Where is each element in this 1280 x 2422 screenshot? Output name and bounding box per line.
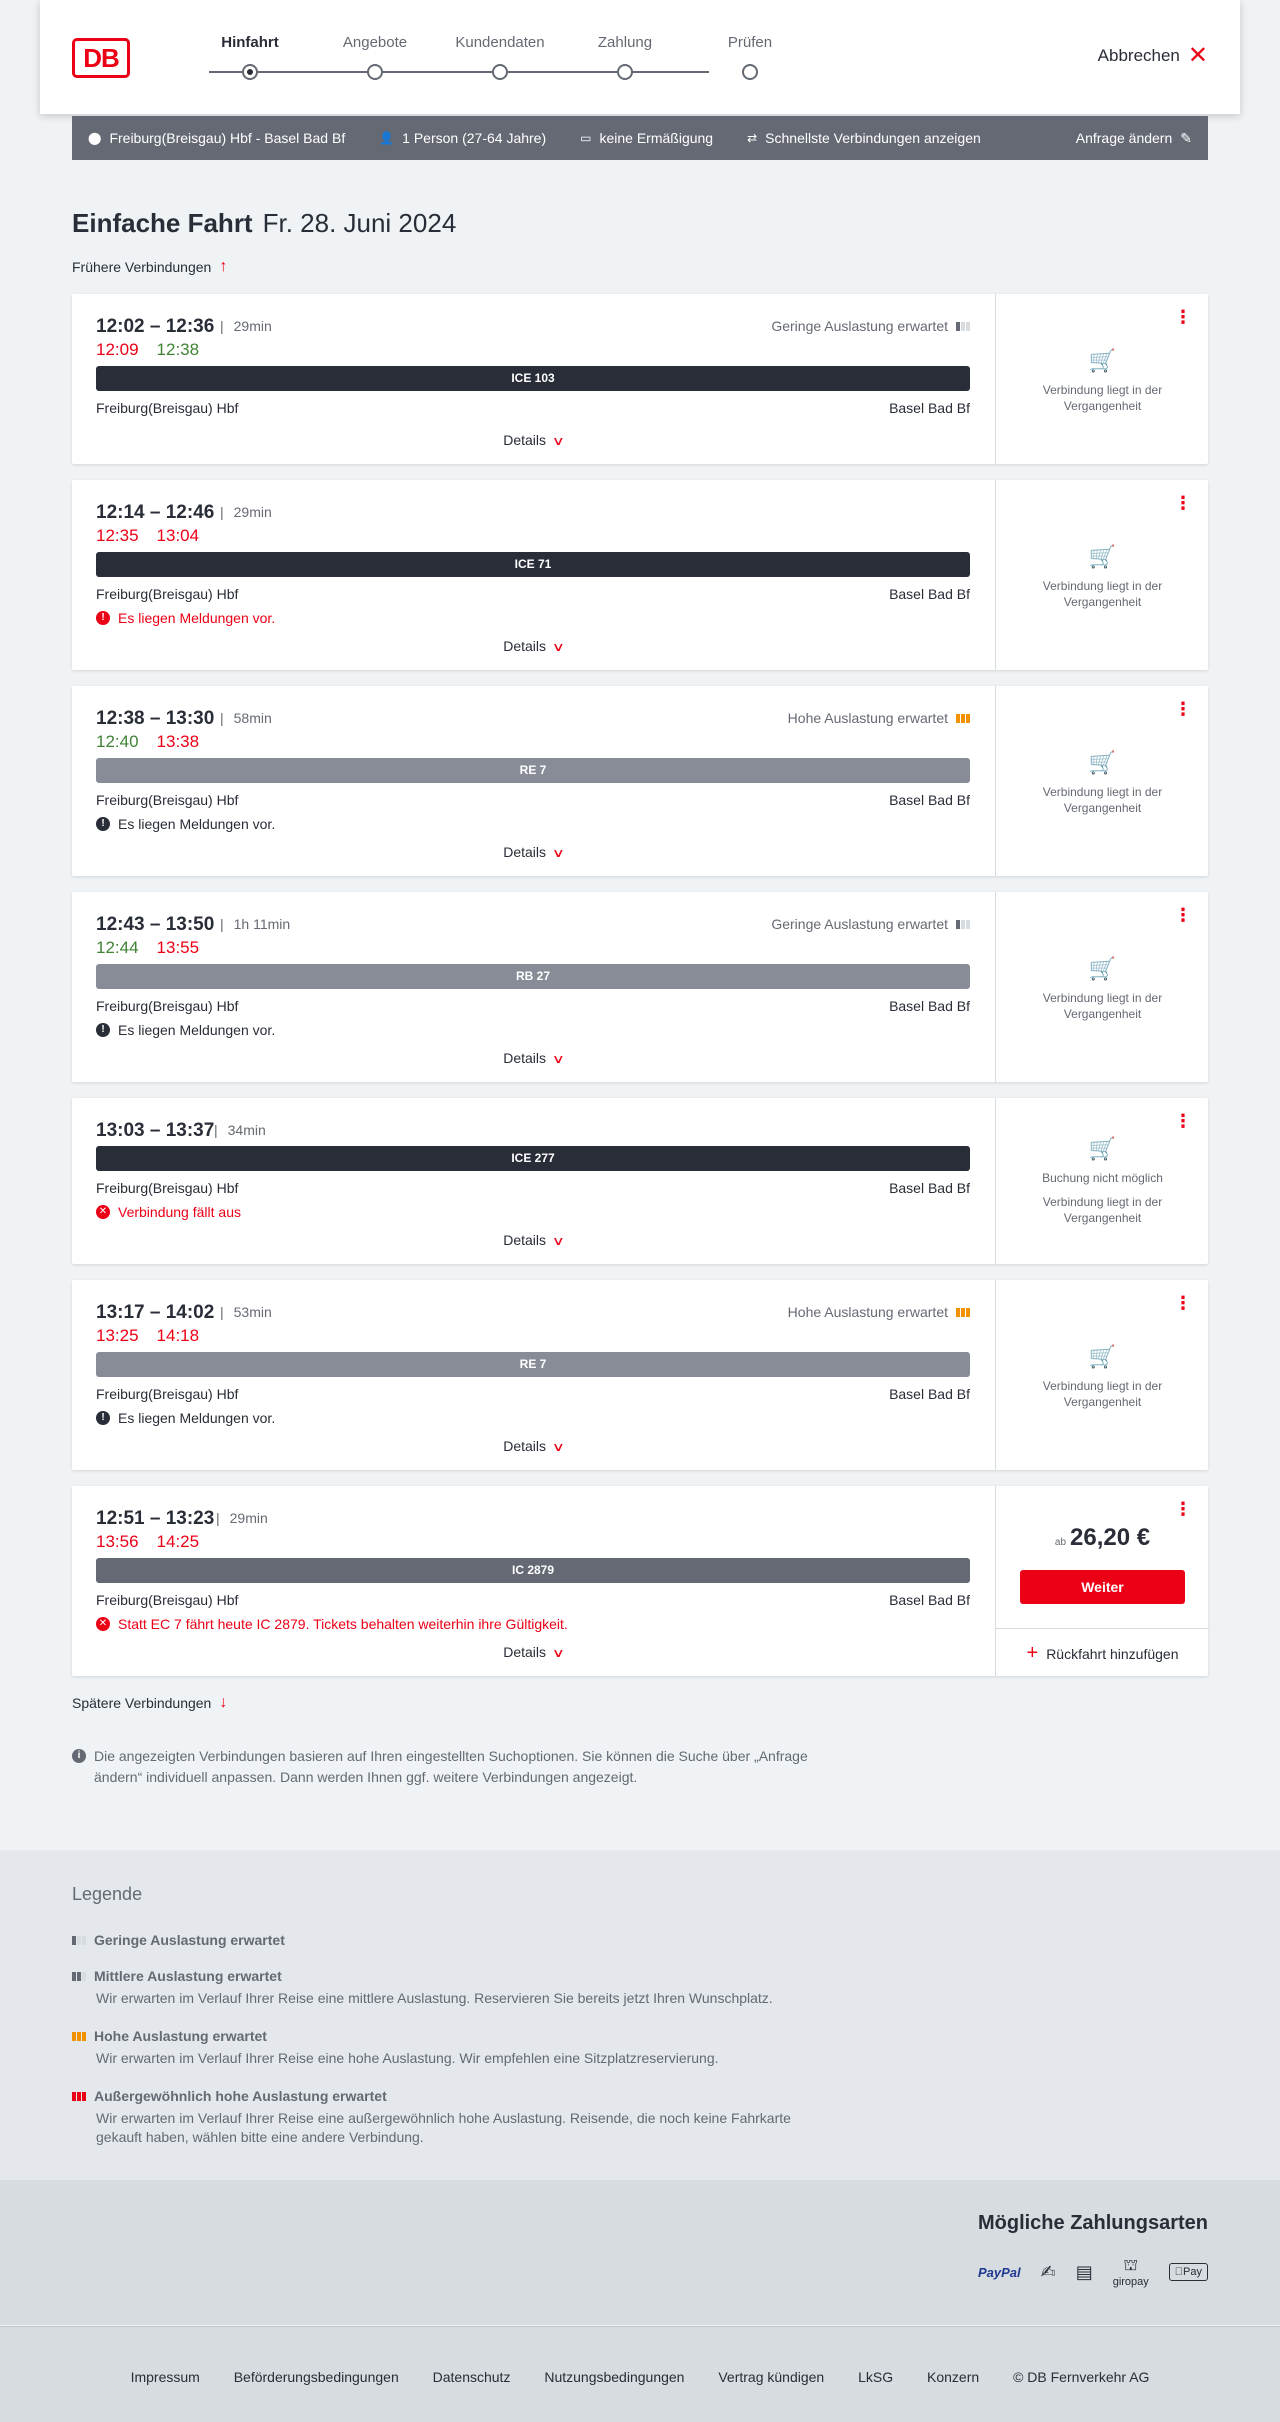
realtime-departure: 13:56 [96, 1532, 139, 1551]
offer-panel [995, 1486, 1208, 1676]
scheduled-times: 12:43 – 13:50 [96, 914, 215, 935]
connection-card[interactable] [72, 686, 1208, 876]
chevron-down-icon: ∨ [551, 1440, 565, 1454]
legend-item [72, 1932, 872, 1948]
connection-card[interactable] [72, 294, 1208, 464]
step-hinfahrt[interactable] [190, 34, 310, 56]
applepay-label: Pay [1183, 2266, 1202, 2278]
payment-methods [0, 2180, 1280, 2325]
close-icon: ✕ [1187, 42, 1208, 69]
step-label: Hinfahrt [221, 34, 279, 51]
realtime-departure: 12:44 [96, 938, 139, 957]
connection-main [96, 1098, 970, 1264]
giropay-icon: ⛫ [1123, 2257, 1139, 2274]
details-toggle[interactable] [96, 1438, 970, 1454]
arrow-up-icon: ↑ [219, 258, 228, 275]
duration: | 58min [220, 710, 272, 726]
connection-main [96, 1280, 970, 1470]
chevron-down-icon: ∨ [551, 434, 565, 448]
realtime-arrival: 14:25 [156, 1532, 200, 1551]
legend-item [72, 2028, 872, 2068]
applepay-logo [1169, 2263, 1208, 2281]
step-label: Kundendaten [455, 34, 545, 51]
realtime-arrival: 13:38 [156, 732, 200, 751]
realtime-arrival: 14:18 [156, 1326, 200, 1345]
connection-main [96, 1486, 970, 1676]
realtime-arrival: 13:04 [156, 526, 200, 545]
realtime-times [96, 1326, 217, 1346]
realtime-departure: 12:09 [96, 340, 139, 359]
alert-icon: ! [96, 817, 110, 831]
footer-copyright: © DB Fernverkehr AG [1013, 2369, 1150, 2385]
bahncard-icon: ▭ [580, 131, 592, 145]
edit-label: Anfrage ändern [1075, 130, 1173, 146]
connection-card[interactable] [72, 892, 1208, 1082]
duration: | 1h 11min [220, 916, 290, 932]
destination-station: Basel Bad Bf [889, 998, 970, 1014]
cart-icon: 🛒 [1088, 956, 1117, 981]
duration: | 29min [216, 1510, 268, 1526]
stations [96, 400, 970, 416]
medium-load-icon [72, 1972, 86, 1981]
footer-link-vertrag-kuendigen[interactable]: Vertrag kündigen [718, 2369, 825, 2385]
step-angebote[interactable] [315, 34, 435, 56]
stations [96, 1592, 970, 1608]
footer [0, 2326, 1280, 2422]
earlier-label: Frühere Verbindungen [72, 259, 212, 275]
cart-text: Verbindung liegt in der Vergangenheit [1042, 1379, 1163, 1409]
destination-station: Basel Bad Bf [889, 1180, 970, 1196]
cart-status [996, 1136, 1209, 1226]
message [96, 610, 275, 626]
legend [0, 1850, 1280, 2180]
realtime-times [96, 732, 217, 752]
scheduled-times: 12:38 – 13:30 [96, 708, 215, 729]
realtime-times [96, 1532, 217, 1552]
cart-status [996, 956, 1209, 1022]
legend-item [72, 1968, 872, 2008]
cancelled-icon: ✕ [96, 1617, 110, 1631]
return-label: Rückfahrt hinzufügen [1046, 1645, 1179, 1662]
realtime-times [96, 938, 217, 958]
cart-icon: 🛒 [1088, 750, 1117, 775]
origin-station: Freiburg(Breisgau) Hbf [96, 586, 239, 602]
legend-item-title: Außergewöhnlich hohe Auslastung erwartet [94, 2088, 387, 2104]
load-text: Geringe Auslastung erwartet [771, 916, 948, 932]
info-note [72, 1746, 852, 1788]
train-bar[interactable]: RB 27 [96, 964, 970, 989]
load-indicator [771, 318, 970, 334]
duration: | 34min [214, 1122, 266, 1138]
load-text: Hohe Auslastung erwartet [787, 1304, 948, 1320]
load-indicator [788, 710, 970, 726]
connection-card[interactable] [72, 480, 1208, 670]
high-load-icon [956, 714, 970, 723]
legend-item [72, 2088, 872, 2147]
train-bar[interactable]: RE 7 [96, 1352, 970, 1377]
connection-main [96, 892, 970, 1082]
low-load-icon [72, 1936, 86, 1945]
alert-icon: ! [96, 1023, 110, 1037]
person-icon: 👤 [379, 131, 395, 145]
sepa-icon: ▤ [1075, 2261, 1093, 2282]
cart-icon: 🛒 [1088, 1344, 1117, 1369]
origin-station: Freiburg(Breisgau) Hbf [96, 1386, 239, 1402]
offer-panel [995, 1280, 1208, 1470]
persons-summary [379, 130, 546, 146]
realtime-departure: 12:40 [96, 732, 139, 751]
scheduled-times: 12:02 – 12:36 [96, 316, 215, 337]
connection-main [96, 480, 970, 670]
stations [96, 792, 970, 808]
offer-panel [995, 892, 1208, 1082]
more-options-icon[interactable]: ⋮ [1174, 1499, 1192, 1519]
trip-date: Fr. 28. Juni 2024 [262, 208, 457, 238]
cancel-label: Abbrechen [1097, 46, 1180, 65]
persons-text: 1 Person (27-64 Jahre) [402, 130, 547, 146]
details-label: Details [503, 1438, 546, 1454]
legend-item-title: Geringe Auslastung erwartet [94, 1932, 285, 1948]
step-line [209, 71, 709, 73]
chevron-down-icon: ∨ [551, 640, 565, 654]
message-text: Statt EC 7 fährt heute IC 2879. Tickets behalten weiterhin ihre Gültigkeit. [118, 1616, 568, 1632]
cart-icon: 🛒 [1088, 1136, 1117, 1161]
message-text: Es liegen Meldungen vor. [118, 610, 276, 626]
train-bar[interactable]: ICE 103 [96, 366, 970, 391]
creditcard-icon: ✍ [1040, 2261, 1056, 2282]
details-label: Details [503, 844, 546, 860]
details-toggle[interactable] [96, 432, 970, 448]
message [96, 1410, 275, 1426]
origin-station: Freiburg(Breisgau) Hbf [96, 400, 239, 416]
edit-request-button[interactable] [1076, 130, 1192, 147]
search-summary-bar [72, 116, 1208, 160]
realtime-departure: 12:35 [96, 526, 139, 545]
origin-station: Freiburg(Breisgau) Hbf [96, 998, 239, 1014]
cart-text: Verbindung liegt in der Vergangenheit [1042, 579, 1163, 609]
cancel-button[interactable] [1097, 42, 1208, 69]
price-value: 26,20 € [1070, 1524, 1151, 1551]
connection-card[interactable] [72, 1280, 1208, 1470]
destination-station: Basel Bad Bf [889, 792, 970, 808]
footer-link-konzern[interactable]: Konzern [927, 2369, 980, 2385]
logo-text: DB [83, 43, 119, 73]
origin-station: Freiburg(Breisgau) Hbf [96, 792, 239, 808]
more-options-icon[interactable]: ⋮ [1174, 1293, 1192, 1313]
load-indicator [788, 1304, 970, 1320]
step-dot [367, 64, 383, 80]
scheduled-times: 12:14 – 12:46 [96, 502, 215, 523]
message [96, 1022, 275, 1038]
load-text: Hohe Auslastung erwartet [787, 710, 948, 726]
paypal-logo: PayPal [977, 2264, 1021, 2280]
discount-summary [580, 130, 713, 146]
realtime-arrival: 13:55 [156, 938, 200, 957]
train-bar[interactable]: ICE 277 [96, 1146, 970, 1171]
details-label: Details [503, 638, 546, 654]
offer-panel [995, 1098, 1208, 1264]
cart-icon: 🛒 [1088, 544, 1117, 569]
cart-text: Verbindung liegt in der Vergangenheit [1042, 1195, 1163, 1225]
details-label: Details [503, 1644, 546, 1660]
offer-panel [995, 686, 1208, 876]
very-high-load-icon [72, 2092, 86, 2101]
details-toggle[interactable] [96, 844, 970, 860]
details-label: Details [503, 1050, 546, 1066]
trip-type: Einfache Fahrt [72, 208, 253, 238]
step-dot [242, 64, 258, 80]
more-options-icon[interactable]: ⋮ [1174, 307, 1192, 327]
progress-steps [160, 34, 773, 84]
duration: | 29min [220, 318, 272, 334]
cart-text: Verbindung liegt in der Vergangenheit [1042, 991, 1163, 1021]
payment-list [978, 2256, 1208, 2288]
destination-station: Basel Bad Bf [889, 400, 970, 416]
cart-text: Verbindung liegt in der Vergangenheit [1042, 383, 1163, 413]
origin-station: Freiburg(Breisgau) Hbf [96, 1180, 239, 1196]
scheduled-times: 12:51 – 13:23 [96, 1508, 215, 1529]
alert-icon: ! [96, 1411, 110, 1425]
location-pin-icon: ⬤ [88, 131, 102, 145]
stations [96, 1386, 970, 1402]
legend-item-desc: Wir erwarten im Verlauf Ihrer Reise eine hohe Auslastung. Wir empfehlen eine Sitzplatzreservierung. [96, 2050, 719, 2066]
train-bar[interactable]: RE 7 [96, 758, 970, 783]
cart-status [996, 1344, 1209, 1410]
cart-status [996, 750, 1209, 816]
message-text: Es liegen Meldungen vor. [118, 816, 276, 832]
realtime-departure: 13:25 [96, 1326, 139, 1345]
footer-links [0, 2369, 1280, 2385]
more-options-icon[interactable]: ⋮ [1174, 493, 1192, 513]
message [96, 1204, 241, 1220]
details-toggle[interactable] [96, 1644, 970, 1660]
footer-link-impressum[interactable]: Impressum [130, 2369, 200, 2385]
origin-station: Freiburg(Breisgau) Hbf [96, 1592, 239, 1608]
scheduled-times: 13:17 – 14:02 [96, 1302, 215, 1323]
arrow-down-icon: ↓ [219, 1694, 228, 1711]
load-indicator [771, 916, 970, 932]
more-options-icon[interactable]: ⋮ [1174, 699, 1192, 719]
cart-status [996, 348, 1209, 414]
connection-main [96, 294, 970, 464]
route-summary [88, 130, 345, 146]
add-return-button[interactable] [996, 1628, 1209, 1678]
step-dot [492, 64, 508, 80]
alert-icon: ! [96, 611, 110, 625]
load-text: Geringe Auslastung erwartet [771, 318, 948, 334]
step-pruefen[interactable] [690, 34, 810, 56]
step-dot [742, 64, 758, 80]
legend-item-desc: Wir erwarten im Verlauf Ihrer Reise eine mittlere Auslastung. Reservieren Sie bereits jetzt Ihren Wunschplatz. [96, 1990, 773, 2006]
more-options-icon[interactable]: ⋮ [1174, 1111, 1192, 1131]
realtime-times [96, 340, 217, 360]
legend-item-title: Mittlere Auslastung erwartet [94, 1968, 282, 1984]
train-bar[interactable]: ICE 71 [96, 552, 970, 577]
train-bar[interactable]: IC 2879 [96, 1558, 970, 1583]
earlier-connections-link[interactable] [72, 258, 227, 276]
footer-link-nutzungsbedingungen[interactable]: Nutzungsbedingungen [544, 2369, 685, 2385]
fastest-text: Schnellste Verbindungen anzeigen [765, 130, 981, 146]
message-text: Es liegen Meldungen vor. [118, 1410, 276, 1426]
low-load-icon [956, 920, 970, 929]
pencil-icon: ✎ [1180, 129, 1192, 146]
step-dot [617, 64, 633, 80]
chevron-down-icon: ∨ [551, 1052, 565, 1066]
realtime-times [96, 526, 217, 546]
message-text: Verbindung fällt aus [118, 1204, 241, 1220]
destination-station: Basel Bad Bf [889, 586, 970, 602]
details-label: Details [503, 1232, 546, 1248]
info-text: Die angezeigten Verbindungen basieren auf Ihren eingestellten Suchoptionen. Sie können die Suche über „Anfrage ändern“ individuell anpassen. Dann werden Ihnen ggf. weitere Verbindungen angezeigt. [94, 1748, 808, 1785]
cancelled-icon: ✕ [96, 1205, 110, 1219]
footer-link-befoerderungsbedingungen[interactable]: Beförderungsbedingungen [233, 2369, 399, 2385]
destination-station: Basel Bad Bf [889, 1386, 970, 1402]
fastest-summary [747, 130, 981, 146]
price [996, 1524, 1209, 1552]
step-label: Prüfen [727, 34, 773, 51]
step-zahlung[interactable] [565, 34, 685, 56]
high-load-icon [956, 1308, 970, 1317]
db-logo[interactable] [72, 38, 130, 78]
header [40, 0, 1240, 114]
duration: | 53min [220, 1304, 272, 1320]
cart-status [996, 544, 1209, 610]
stations [96, 998, 970, 1014]
chevron-down-icon: ∨ [551, 1234, 565, 1248]
step-label: Zahlung [597, 34, 653, 51]
booking-status: Buchung nicht möglich [1042, 1171, 1163, 1185]
chevron-down-icon: ∨ [551, 846, 565, 860]
scheduled-times: 13:03 – 13:37 [96, 1120, 215, 1141]
later-label: Spätere Verbindungen [72, 1695, 212, 1711]
cart-text: Verbindung liegt in der Vergangenheit [1042, 785, 1163, 815]
footer-link-lksg[interactable]: LkSG [858, 2369, 894, 2385]
high-load-icon [72, 2032, 86, 2041]
payments-title: Mögliche Zahlungsarten [977, 2212, 1208, 2234]
price-prefix: ab [1054, 1537, 1067, 1548]
plus-icon: + [1026, 1642, 1039, 1664]
details-toggle[interactable] [96, 1232, 970, 1248]
step-label: Angebote [342, 34, 408, 51]
offer-panel [995, 480, 1208, 670]
connection-card[interactable] [72, 1098, 1208, 1264]
giropay-logo [1113, 2256, 1149, 2288]
duration: | 29min [220, 504, 272, 520]
chevron-down-icon: ∨ [551, 1646, 565, 1660]
legend-item-title: Hohe Auslastung erwartet [94, 2028, 267, 2044]
cart-icon: 🛒 [1088, 348, 1117, 373]
details-toggle[interactable] [96, 638, 970, 654]
message [96, 816, 275, 832]
stations [96, 586, 970, 602]
giropay-label: giropay [1112, 2276, 1149, 2288]
realtime-arrival: 12:38 [156, 340, 200, 359]
offer-panel [995, 294, 1208, 464]
details-label: Details [503, 432, 546, 448]
low-load-icon [956, 322, 970, 331]
more-options-icon[interactable]: ⋮ [1174, 905, 1192, 925]
route-text: Freiburg(Breisgau) Hbf - Basel Bad Bf [109, 130, 346, 146]
footer-link-datenschutz[interactable]: Datenschutz [432, 2369, 511, 2385]
stations [96, 1180, 970, 1196]
swap-arrows-icon: ⇄ [747, 131, 758, 145]
info-icon: i [72, 1749, 86, 1763]
later-connections-link[interactable] [72, 1694, 227, 1712]
connection-main [96, 686, 970, 876]
legend-item-desc: Wir erwarten im Verlauf Ihrer Reise eine außergewöhnlich hohe Auslastung. Reisende, die noch keine Fahrkarte gekauft haben, wählen bitte eine andere Verbindung. [96, 2110, 791, 2145]
discount-text: keine Ermäßigung [599, 130, 714, 146]
page-title [72, 208, 456, 239]
message [96, 1616, 568, 1632]
connection-card[interactable] [72, 1486, 1208, 1676]
details-toggle[interactable] [96, 1050, 970, 1066]
message-text: Es liegen Meldungen vor. [118, 1022, 276, 1038]
step-kundendaten[interactable] [440, 34, 560, 56]
legend-title: Legende [72, 1884, 143, 1904]
continue-button[interactable]: Weiter [1020, 1570, 1185, 1604]
destination-station: Basel Bad Bf [889, 1592, 970, 1608]
